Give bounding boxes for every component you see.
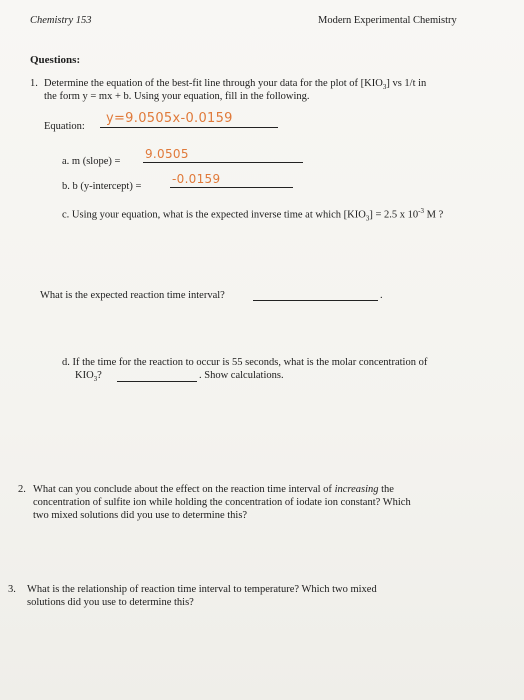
q3-number: 3. — [8, 584, 16, 595]
q2-line3: two mixed solutions did you use to determine this? — [33, 510, 248, 521]
q1c-end: M ? — [423, 209, 444, 221]
equation-label: Equation: — [44, 121, 85, 132]
equation-handwritten-answer: y=9.0505x-0.0159 — [106, 111, 233, 126]
slope-field[interactable] — [143, 147, 303, 163]
show-calculations: . Show calculations. — [199, 370, 284, 381]
interval-period: . — [380, 290, 383, 301]
q1d-kio: KIO — [75, 370, 94, 381]
q1c-sup: -3 — [418, 207, 424, 215]
q1d-line2 — [75, 370, 102, 383]
slope-handwritten-answer: 9.0505 — [145, 147, 189, 161]
slope-label: a. m (slope) = — [62, 156, 121, 167]
q1-line1-sub: 3 — [382, 83, 387, 92]
q1-line1-text: Determine the equation of the best-fit line through your data for the plot of [KIO — [44, 78, 383, 89]
course-subtitle: Modern Experimental Chemistry — [318, 15, 457, 26]
q1d-q: ? — [97, 370, 102, 381]
q1c-mid: ] = 2.5 x 10 — [369, 209, 419, 221]
q2-line2: concentration of sulfite ion while holding the concentration of iodate ion constant? Which — [33, 497, 411, 508]
equation-field[interactable] — [100, 110, 278, 128]
molar-concentration-field[interactable] — [117, 368, 197, 382]
q3-line1: What is the relationship of reaction time interval to temperature? Which two mixed — [27, 584, 377, 595]
q1c-text-start: c. Using your equation, what is the expected inverse time at which [KIO — [62, 209, 366, 221]
q3-line2: solutions did you use to determine this? — [27, 597, 194, 608]
intercept-field[interactable] — [170, 172, 293, 188]
questions-heading: Questions: — [30, 54, 81, 66]
q2-line1-italic: increasing — [334, 484, 379, 495]
course-title: Chemistry 153 — [30, 15, 92, 26]
interval-question: What is the expected reaction time interval? — [40, 290, 225, 301]
interval-field[interactable] — [253, 287, 378, 301]
q1c-sub: 3 — [365, 214, 370, 223]
q2-number: 2. — [18, 484, 26, 495]
intercept-label: b. b (y-intercept) = — [62, 181, 142, 192]
q1-number: 1. — [30, 78, 38, 89]
q2-line1-b: the — [378, 484, 394, 495]
q2-line1-a: What can you conclude about the effect on the reaction time interval of — [33, 484, 335, 495]
q1d-sub: 3 — [93, 375, 98, 384]
q1c-text — [62, 207, 512, 223]
q1-line1-end: ] vs 1/t in — [386, 78, 427, 89]
q2-line1 — [33, 484, 503, 497]
q1d-line1: d. If the time for the reaction to occur is 55 seconds, what is the molar concentration of — [62, 357, 428, 368]
q1-text-line2: the form y = mx + b. Using your equation, fill in the following. — [44, 91, 310, 102]
intercept-handwritten-answer: -0.0159 — [172, 172, 221, 186]
